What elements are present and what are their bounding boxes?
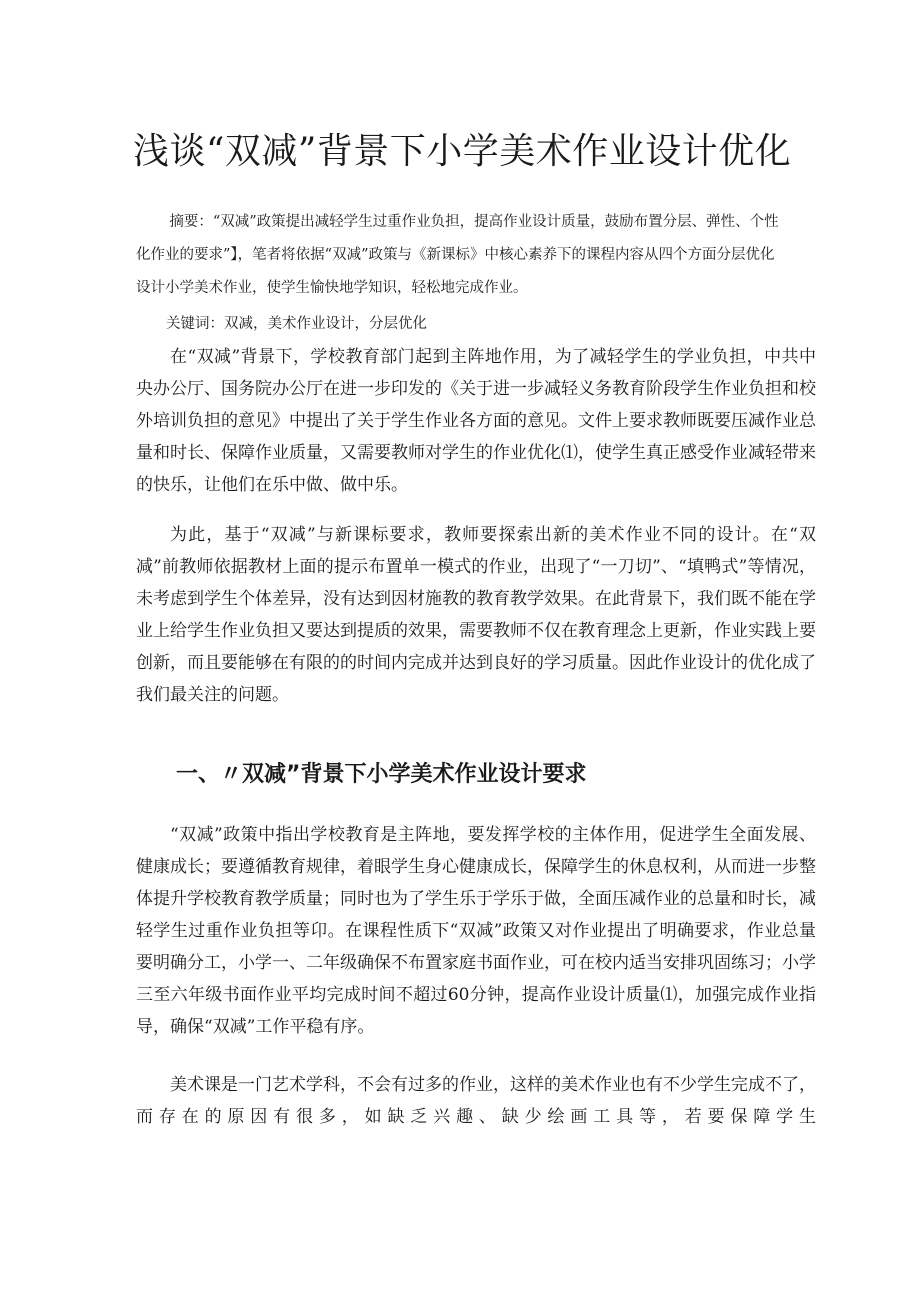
document-title: 浅谈“双减”背景下小学美术作业设计优化 (133, 131, 792, 172)
keywords: 关键词：双减，美术作业设计，分层优化 (166, 316, 427, 332)
intro-paragraph-2: 为此，基于“双减”与新课标要求，教师要探索出新的美术作业不同的设计。在“双减”前教师依据教材上面的提示布置单一模式的作业，出现了“一刀切”、“填鸭式”等情况，未考虑到学生个体差异，没有达到因材施教的教育教学效果。在此背景下，我们既不能在学业上给学生作业负担又要达到提质的效果，需要教师不仅在教育理念上更新，作业实践上要创新，而且要能够在有限的的时间内完成并达到良好的学习质量。因此作业设计的优化成了我们最关注的问题。 (136, 525, 816, 705)
abstract: 摘要：“双减”政策提出减轻学生过重作业负担，提高作业设计质量，鼓励布置分层、弹性、个性化作业的要求”】，笔者将依据“双减”政策与《新课标》中核心素养下的课程内容从四个方面分层优化设计小学美术作业，使学生愉快地学知识，轻松地完成作业。 (136, 214, 779, 296)
section-heading-1: 一、〃双减”背景下小学美术作业设计要求 (176, 762, 587, 787)
section1-paragraph-2: 美术课是一门艺术学科，不会有过多的作业，这样的美术作业也有不少学生完成不了，而存在的原因有很多，如缺乏兴趣、缺少绘画工具等，若要保障学生 (136, 1075, 816, 1127)
intro-paragraph-1: 在“双减”背景下，学校教育部门起到主阵地作用，为了减轻学生的学业负担，中共中央办公厅、国务院办公厅在进一步印发的《关于进一步减轻义务教育阶段学生作业负担和校外培训负担的意见》中提出了关于学生作业各方面的意见。文件上要求教师既要压减作业总量和时长、保障作业质量，又需要教师对学生的作业优化⑴，使学生真正感受作业减轻带来的快乐，让他们在乐中做、做中乐。 (136, 347, 816, 495)
section1-paragraph-1: “双减”政策中指出学校教育是主阵地，要发挥学校的主体作用，促进学生全面发展、健康成长；要遵循教育规律，着眼学生身心健康成长，保障学生的休息权利，从而进一步整体提升学校教育教学质量；同时也为了学生乐于学乐于做，全面压减作业的总量和时长，减轻学生过重作业负担等卬。在课程性质下“双减”政策又对作业提出了明确要求，作业总量要明确分工，小学一、二年级确保不布置家庭书面作业，可在校内适当安排巩固练习；小学三至六年级书面作业平均完成时间不超过60分钟，提高作业设计质量⑴，加强完成作业指导，确保“双减”工作平稳有序。 (136, 825, 816, 1037)
